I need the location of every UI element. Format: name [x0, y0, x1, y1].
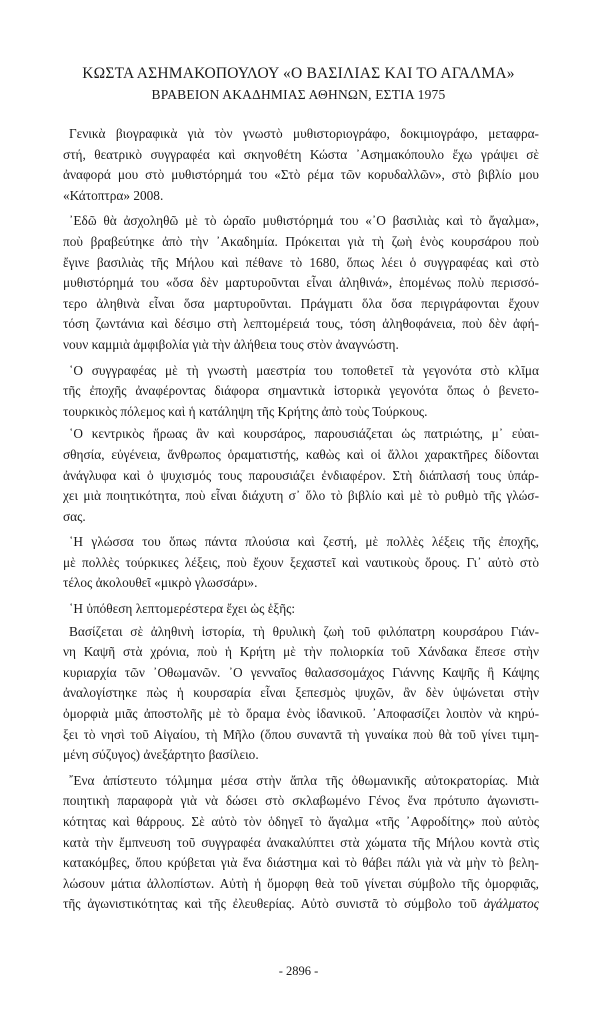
text-line: κατὰ τὴν ἔμπνευση τοῦ συγγραφέα ἀνακαλύπτει στὰ χώματα τῆς Μήλου κοντὰ στὶς	[63, 834, 539, 850]
text-line: τέλος ἀκολουθεῖ «μικρὸ γλωσσάρι».	[63, 575, 258, 591]
text-line: ἀναλογίστηκε πὼς ἡ κουρσαρία εἶναι ξεπεσμὸς ψυχῶν, ἂν δὲν ὑψώνεται στὴν	[63, 685, 539, 701]
paragraph	[63, 771, 539, 915]
text-line: νουν καμμιὰ ἀμφιβολία γιὰ τὴν ἀλήθεια τους στὸν ἀναγνώστη.	[63, 336, 399, 352]
text-line: ῾Ο κεντρικὸς ἥρωας ἂν καὶ κουρσάρος, παρουσιάζεται ὡς πατριώτης, μ᾽ εὐαι-	[69, 426, 539, 442]
text-line: τουρκικὸς πόλεμος καὶ ἡ κατάληψη τῆς Κρήτης ἀπὸ τοὺς Τούρκους.	[63, 403, 428, 419]
text-line: λώσουν μάτια ἀλλοπίστων. Αὐτὴ ἡ ὄμορφη θεὰ τοῦ γίνεται σύμβολο τῆς ὀμορφιᾶς,	[63, 875, 539, 891]
italic-text: ἀγάλματος	[483, 896, 539, 912]
text-line: τόση ζωντάνια καὶ δέσιμο στὴ λεπτομέρειά τους, τόση ἀληθοφάνεια, ποὺ δὲν ἀφή-	[63, 316, 539, 332]
paragraph	[63, 599, 539, 620]
text-line: τερο ἀληθινὰ εἶναι ὅσα μαρτυροῦνται. Πράγματι ὅλα ὅσα περιγράφονται ἔχουν	[63, 295, 539, 311]
paragraph	[63, 424, 539, 527]
text-line: ῎Ενα ἀπίστευτο τόλμημα μέσα στὴν ἄπλα τῆς ὀθωμανικῆς αὐτοκρατορίας. Μιὰ	[69, 772, 539, 788]
text-line: ποιητικὴ παραφορὰ γιὰ νὰ δώσει στὸ σκλαβωμένο Γένος ἕνα πρότυπο ἀγωνιστι-	[63, 793, 539, 809]
text-line: ποὺ βραβεύτηκε ἀπὸ τὴν ᾽Ακαδημία. Πρόκειται γιὰ τὴ ζωὴ ἑνὸς κουρσάρου ποὺ	[63, 233, 539, 249]
text-line	[63, 894, 539, 915]
text-line: τῆς ἐποχῆς ἀναφέροντας διάφορα σημαντικὰ ἱστορικὰ γεγονότα ὅπως ὁ βενετο-	[63, 383, 539, 399]
paragraph	[63, 361, 539, 423]
text-line: στή, θεατρικὸ συγγραφέα καὶ σκηνοθέτη Κώστα ᾽Ασημακόπουλο ἔχω γράψει σὲ	[63, 146, 539, 162]
text-line: νη Καψῆ στὰ χρόνια, ποὺ ἡ Κρήτη μὲ τὴν πολιορκία τοῦ Χάνδακα ἔπεσε στὴν	[63, 644, 539, 660]
text-line: χει μιὰ ποιητικότητα, ποὺ εἶναι διάχυτη σ᾽ ὅλο τὸ βιβλίο καὶ μὲ τὸ ρυθμὸ τῆς γλώσ-	[63, 488, 539, 504]
text-line: ἔγινε βασιλιὰς τῆς Μήλου καὶ πέθανε τὸ 1680, ὅπως λέει ὁ συγγραφέας καὶ στὸ	[63, 254, 539, 270]
text-line: σας.	[63, 508, 86, 524]
text-line: κότητας καὶ θάρρους. Σὲ αὐτὸ τὸν ὁδηγεῖ τὸ ἄγαλμα «τῆς ᾽Αφροδίτης» ποὺ αὐτὸς	[63, 814, 539, 829]
paragraph	[63, 211, 539, 355]
text-line: ξει τὸ νησὶ τοῦ Αἰγαίου, τὴ Μῆλο (ὅπου συναντᾶ τὴ γυναίκα ποὺ θὰ τοῦ γίνει τιμη-	[63, 726, 539, 742]
text-line: σθησία, εὐγένεια, ἄνθρωπος ὁραματιστής, καθὼς καὶ οἱ ἄλλοι χαρακτῆρες δίδονται	[63, 446, 539, 462]
text-line: ῾Η γλώσσα του ὅπως πάντα πλούσια καὶ ζεστή, μὲ πολλὲς λέξεις τῆς ἐποχῆς,	[69, 534, 539, 550]
page-subtitle: ΒΡΑΒΕΙΟΝ ΑΚΑΔΗΜΙΑΣ ΑΘΗΝΩΝ, ΕΣΤΙΑ 1975	[151, 87, 446, 102]
document-body	[63, 124, 539, 917]
text-line: ῾Η ὑπόθεση λεπτομερέστερα ἔχει ὡς ἑξῆς:	[69, 601, 296, 617]
paragraph	[63, 532, 539, 594]
page-title: ΚΩΣΤΑ ΑΣΗΜΑΚΟΠΟΥΛΟΥ «Ο ΒΑΣΙΛΙΑΣ ΚΑΙ ΤΟ ΑΓΑΛΜΑ»	[82, 65, 515, 82]
text-line: ἀνάγλυφα καὶ ὁ ψυχισμός τους παρουσιάζει ἐνδιαφέρον. Στὴ διάπλασή τους ὑπάρ-	[63, 467, 539, 483]
text-line: «Κάτοπτρα» 2008.	[63, 187, 164, 203]
page-number: - 2896 -	[278, 964, 319, 978]
text-line: ῾Ο συγγραφέας μὲ τὴ γνωστὴ μαεστρία του τοποθετεῖ τὰ γεγονότα στὸ κλῖμα	[69, 362, 539, 378]
text-line: μένη σύζυγος) ἀνεξάρτητο βασίλειο.	[63, 747, 259, 763]
text-line: κατακόμβες, ὅπου κρύβεται γιὰ ἕνα διάστημα καὶ τὸ θάβει πάλι γιὰ νὰ μὴν τὸ βελη-	[63, 855, 539, 871]
text-line: Βασίζεται σὲ ἀληθινὴ ἱστορία, τὴ θρυλικὴ ζωὴ τοῦ φιλόπατρη κουρσάρου Γιάν-	[69, 623, 539, 639]
text-line: ἀναφορά μου στὸ μυθιστόρημά του «Στὸ ρέμα τῶν κορυδαλλῶν», στὸ βιβλίο μου	[63, 167, 539, 183]
text-line: ᾽Εδῶ θὰ ἀσχοληθῶ μὲ τὸ ὡραῖο μυθιστόρημά του «᾽Ο βασιλιὰς καὶ τὸ ἄγαλμα»,	[69, 213, 539, 229]
text-line: κυριαρχία τῶν ᾽Οθωμανῶν. ᾽Ο γενναῖος θαλασσομάχος Γιάννης Καψῆς ἢ Κάψης	[63, 664, 539, 680]
text-line: Γενικὰ βιογραφικὰ γιὰ τὸν γνωστὸ μυθιστοριογράφο, δοκιμιογράφο, μεταφρα-	[69, 126, 539, 141]
text-line: μυθιστόρημά του «ὅσα δὲν μαρτυροῦνται εἶναι ἀληθινά», ἑπομένως πολὺ περισσό-	[63, 275, 539, 291]
paragraph	[63, 124, 539, 206]
text-line: μὲ πολλὲς τούρκικες λέξεις, ποὺ ἔχουν ξεχαστεῖ καὶ ναυτικοὺς ὅρους. Γι᾽ αὐτὸ στὸ	[63, 554, 539, 570]
text-span: τῆς ἀγωνιστικότητας καὶ τῆς ἐλευθερίας. Αὐτὸ συνιστᾶ τὸ σύμβολο τοῦ	[63, 896, 484, 912]
paragraph	[63, 622, 539, 766]
text-line: ὀμορφιὰ μιᾶς ἀποστολῆς μὲ τὸ ὅραμα ἑνὸς ἰδανικοῦ. ᾽Αποφασίζει λοιπὸν νὰ κηρύ-	[63, 706, 539, 722]
